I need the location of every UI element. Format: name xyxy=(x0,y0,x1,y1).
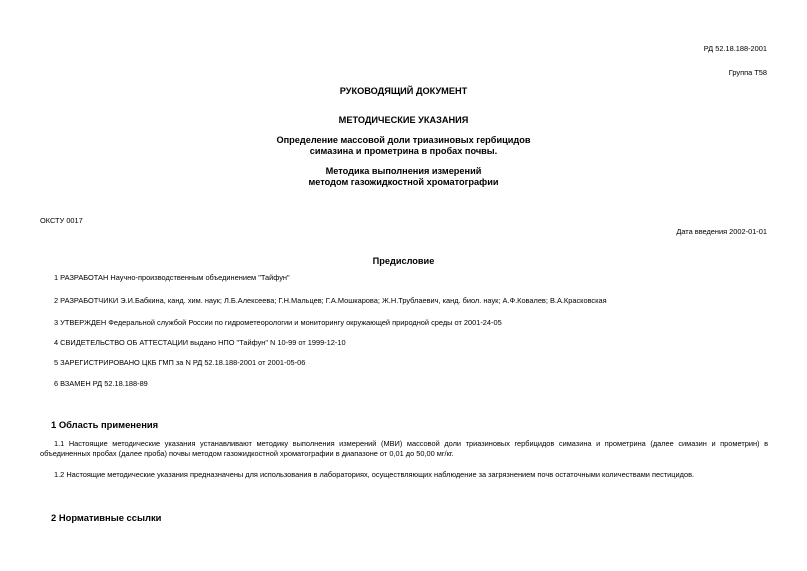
preface-item-text: РД 52.18.188-89 xyxy=(92,379,148,388)
preface-item-label: 3 УТВЕРЖДЕН xyxy=(54,318,107,327)
method-title-line1: Методика выполнения измерений xyxy=(325,166,482,176)
preface-item-label: 5 ЗАРЕГИСТРИРОВАНО xyxy=(54,358,140,367)
preface-item xyxy=(54,296,607,305)
document-code: РД 52.18.188-2001 xyxy=(703,44,767,53)
preface-item xyxy=(54,379,148,388)
preface-item-label: 6 ВЗАМЕН xyxy=(54,379,91,388)
preface-heading: Предисловие xyxy=(372,256,435,266)
section1-heading: 1 Область применения xyxy=(51,419,159,430)
preface-item-label: 4 СВИДЕТЕЛЬСТВО ОБ АТТЕСТАЦИИ xyxy=(54,338,189,347)
preface-item xyxy=(54,318,502,327)
topic-title-line2: симазина и прометрина в пробах почвы. xyxy=(309,146,498,156)
introduction-date: Дата введения 2002-01-01 xyxy=(676,227,767,236)
preface-item-label: 1 РАЗРАБОТАН xyxy=(54,273,109,282)
group-code: Группа Т58 xyxy=(728,68,767,77)
section1-paragraph2: 1.2 Настоящие методические указания предназначены для использования в лабораториях, осуществляющих наблюдение за загрязнением почв остаточными количествами пестицидов. xyxy=(54,470,695,479)
preface-item-text: Федеральной службой России по гидрометеорологии и мониторингу окружающей природной среды от 2001-24-05 xyxy=(108,318,502,327)
preface-item xyxy=(54,273,290,282)
preface-item-text: выдано НПО "Тайфун" N 10-99 от 1999-12-10 xyxy=(190,338,346,347)
preface-item-label: 2 РАЗРАБОТЧИКИ xyxy=(54,296,119,305)
preface-item xyxy=(54,358,305,367)
preface-item xyxy=(54,338,346,347)
okstu-code: ОКСТУ 0017 xyxy=(40,216,83,225)
method-title-line2: методом газожидкостной хроматографии xyxy=(308,177,499,187)
preface-item-text: ЦКБ ГМП за N РД 52.18.188-2001 от 2001-05-06 xyxy=(141,358,306,367)
preface-item-text: Научно-производственным объединением "Тайфун" xyxy=(110,273,290,282)
topic-title-line1: Определение массовой доли триазиновых гербицидов xyxy=(276,135,531,145)
section1-paragraph1: 1.1 Настоящие методические указания устанавливают методику выполнения измерений (МВИ) массовой доли триазиновых гербицидов симазина и прометрина (далее симазин и прометрин) в объединенных пробах (далее проба) почвы методом газожидкостной хроматографии в диапазоне от 0,01 до 50,00 мг/кг. xyxy=(40,439,768,458)
section2-heading: 2 Нормативные ссылки xyxy=(51,512,162,523)
preface-item-text: Э.И.Бабкина, канд. хим. наук; Л.Б.Алексеева; Г.Н.Мальцев; Г.А.Мошкарова; Ж.Н.Трублаевич, канд. биол. наук; А.Ф.Ковалев; В.А.Красковская xyxy=(120,296,607,305)
document-subtitle: МЕТОДИЧЕСКИЕ УКАЗАНИЯ xyxy=(338,115,469,125)
document-type-title: РУКОВОДЯЩИЙ ДОКУМЕНТ xyxy=(339,86,468,96)
